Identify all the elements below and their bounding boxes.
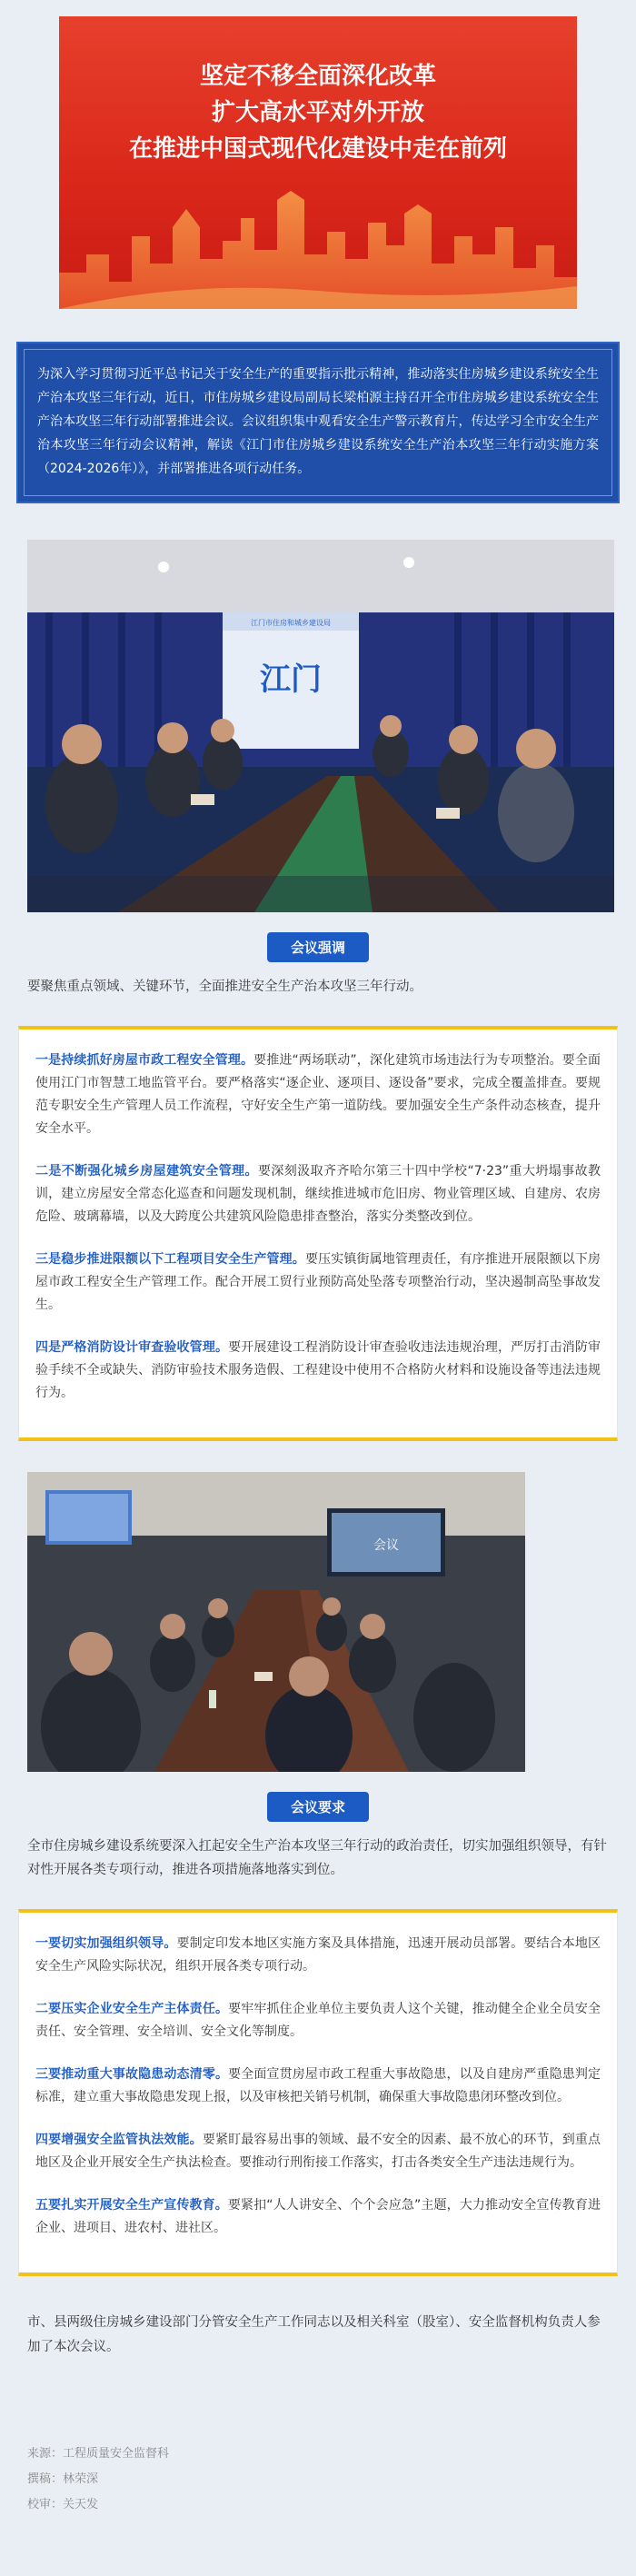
section1-item-body: 要推进“两场联动”，深化建筑市场违法行为专项整治。要全面使用江门市智慧工地监管平台。要严格落实“逐企业、逐项目、逐设备”要求，完成全覆盖排查。要规范专职安全生产管理人员工作流程，守好安全生产第一道防线。要加强安全生产条件动态核查，提升安全水平。 xyxy=(35,1053,601,1136)
section2-item-title: 五要扎实开展安全生产宣传教育。 xyxy=(35,2198,228,2213)
banner-line-2: 扩大高水平对外开放 xyxy=(211,99,424,126)
backdrop-text: 江门 xyxy=(260,661,322,698)
section2-item-title: 一要切实加强组织领导。 xyxy=(35,1936,177,1951)
section2-item-title: 三要推动重大事故隐患动态清零。 xyxy=(35,2067,229,2082)
article-credits xyxy=(27,2442,609,2554)
screen-text: 会议 xyxy=(373,1538,399,1553)
section1-lead: 要聚焦重点领域、关键环节，全面推进安全生产治本攻坚三年行动。 xyxy=(27,980,422,994)
section1-item xyxy=(35,1049,601,1140)
section1-item-body: 要压实镇街属地管理责任，有序推进开展限额以下房屋市政工程安全生产管理工作。配合开展工贸行业预防高处坠落专项整治行动，坚决遏制高坠事故发生。 xyxy=(35,1252,601,1312)
section2-item xyxy=(35,1998,601,2044)
backdrop-subtext: 江门市住房和城乡建设局 xyxy=(251,619,331,627)
section1-item-title: 一是持续抓好房屋市政工程安全管理。 xyxy=(35,1053,254,1068)
section2-item-body: 要紧扣“人人讲安全、个个会应急”主题，大力推动安全宣传教育进企业、进项目、进农村、进社区。 xyxy=(35,2198,601,2235)
section-pill-requirements: 会议要求 xyxy=(267,1792,369,1822)
banner-line-1: 坚定不移全面深化改革 xyxy=(199,63,436,90)
section1-item xyxy=(35,1160,601,1228)
section1-item-body: 要深刻汲取齐齐哈尔第三十四中学校“7·23”重大坍塌事故教训，建立房屋安全常态化巡查和问题发现机制，继续推进城市危旧房、物业管理区域、自建房、农房危险、玻璃幕墙，以及大跨度公共建筑风险隐患排查整治，落实分类整改到位。 xyxy=(35,1164,601,1224)
section2-lead: 全市住房城乡建设系统要深入扛起安全生产治本攻坚三年行动的政治责任，切实加强组织领导，有针对性开展各类专项行动，推进各项措施落地落实到位。 xyxy=(27,1839,607,1877)
credit-draft: 撰稿：林荣深 xyxy=(27,2472,99,2486)
section1-item xyxy=(35,1337,601,1405)
section2-item xyxy=(35,2064,601,2109)
section2-item-body: 要紧盯最容易出事的领域、最不安全的因素、最不放心的环节，到重点地区及企业开展安全生产执法检查。要推动行刑衔接工作落实，打击各类安全生产违法违规行为。 xyxy=(35,2133,601,2170)
city-skyline-graphic xyxy=(59,173,577,309)
section1-item-title: 二是不断强化城乡房屋建筑安全管理。 xyxy=(35,1164,258,1179)
intro-box xyxy=(16,342,620,503)
intro-text: 为深入学习贯彻习近平总书记关于安全生产的重要指示批示精神，推动落实住房城乡建设系统安全生产治本攻坚三年行动，近日，市住房城乡建设局副局长梁柏源主持召开全市住房城乡建设系统安全生产治本攻坚三年行动部署推进会议。会议组织集中观看安全生产警示教育片，传达学习全市安全生产治本攻坚三年行动会议精神，解读《江门市住房城乡建设系统安全生产治本攻坚三年行动实施方案（2024-2026年）》，并部署推进各项行动任务。 xyxy=(24,349,612,496)
credit-proof: 校审：关天发 xyxy=(27,2498,99,2511)
section2-item-body: 要牢牢抓住企业单位主要负责人这个关键，推动健全企业全员安全责任、安全管理、安全培训、安全文化等制度。 xyxy=(35,2002,601,2039)
section2-item xyxy=(35,1933,601,1978)
section2-item-title: 四要增强安全监管执法效能。 xyxy=(35,2133,203,2147)
closing-paragraph: 市、县两级住房城乡建设部门分管安全生产工作同志以及相关科室（股室）、安全监督机构负责人参加了本次会议。 xyxy=(27,2315,601,2354)
headline-banner xyxy=(59,16,577,309)
meeting-photo-1 xyxy=(27,540,614,912)
meeting-photo-2 xyxy=(27,1472,525,1772)
section1-item-title: 四是严格消防设计审查验收管理。 xyxy=(35,1340,229,1355)
credit-source: 来源：工程质量安全监督科 xyxy=(27,2447,170,2461)
section1-item xyxy=(35,1248,601,1317)
section-pill-emphasis: 会议强调 xyxy=(267,932,369,962)
section2-card xyxy=(18,1909,618,2276)
section1-item-title: 三是稳步推进限额以下工程项目安全生产管理。 xyxy=(35,1252,305,1267)
section1-item-body: 要开展建设工程消防设计审查验收违法违规治理，严厉打击消防审验手续不全或缺失、消防审验技术服务造假、工程建设中使用不合格防火材料和设施设备等违法违规行为。 xyxy=(35,1340,601,1400)
section2-item xyxy=(35,2129,601,2174)
section2-item-body: 要制定印发本地区实施方案及具体措施，迅速开展动员部署。要结合本地区安全生产风险实际状况，组织开展各类专项行动。 xyxy=(35,1936,601,1974)
section2-item xyxy=(35,2194,601,2240)
section2-item-body: 要全面宣贯房屋市政工程重大事故隐患，以及自建房严重隐患判定标准，建立重大事故隐患发现上报，以及审核把关销号机制，确保重大事故隐患闭环整改到位。 xyxy=(35,2067,601,2104)
section1-card xyxy=(18,1026,618,1441)
banner-line-3: 在推进中国式现代化建设中走在前列 xyxy=(128,135,507,163)
section2-item-title: 二要压实企业安全生产主体责任。 xyxy=(35,2002,229,2016)
